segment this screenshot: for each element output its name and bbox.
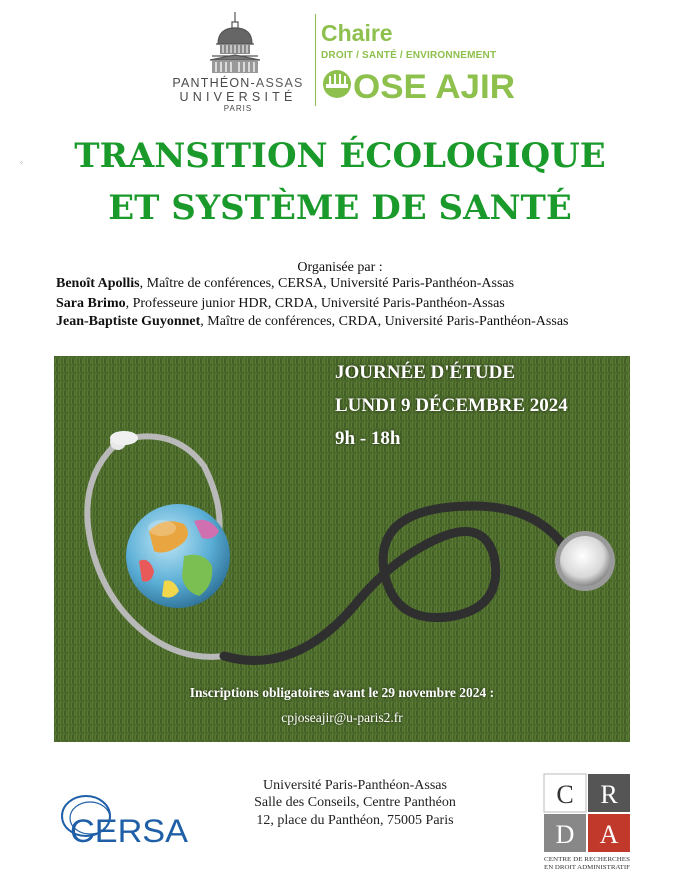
ose-ajir-logo	[321, 62, 521, 104]
organiser-line	[56, 314, 568, 330]
organiser-role: , Maître de conférences, CERSA, Université Paris-Panthéon-Assas	[139, 276, 515, 291]
crda-letter-c: C	[556, 780, 574, 809]
registration-notice: Inscriptions obligatoires avant le 29 novembre 2024 :	[189, 685, 495, 700]
venue-line-1: Université Paris-Panthéon-Assas	[263, 778, 447, 793]
organiser-name: Benoît Apollis	[56, 276, 140, 291]
crda-caption-1: CENTRE DE RECHERCHES	[544, 857, 630, 863]
chaire-subtitle: DROIT / SANTÉ / ENVIRONNEMENT	[321, 50, 497, 61]
cersa-logo	[54, 786, 194, 848]
paris-label: PARIS	[223, 104, 253, 113]
organiser-role: , Maître de conférences, CRDA, Université Paris-Panthéon-Assas	[200, 314, 569, 329]
event-hours: 9h - 18h	[335, 428, 401, 449]
chaire-title: Chaire	[321, 20, 393, 46]
organiser-line	[56, 296, 505, 312]
event-date: LUNDI 9 DÉCEMBRE 2024	[335, 395, 568, 416]
logo-divider	[315, 14, 316, 106]
pantheon-assas-name: PANTHÉON-ASSAS	[172, 76, 304, 90]
cersa-wordmark: CERSA	[70, 813, 189, 848]
crda-caption-2: EN DROIT ADMINISTRATIF	[544, 865, 631, 871]
organiser-line	[56, 276, 514, 292]
sun-icon	[323, 70, 351, 98]
organiser-name: Sara Brimo	[56, 296, 126, 311]
organisers-heading: Organisée par :	[297, 260, 383, 275]
registration-email[interactable]: cpjoseajir@u-paris2.fr	[281, 710, 403, 725]
universite-label: UNIVERSITÉ	[179, 90, 297, 104]
ose-ajir-wordmark: OSE AJIR	[353, 68, 515, 104]
globe-icon	[126, 504, 230, 608]
title-line-1: TRANSITION ÉCOLOGIQUE	[74, 136, 606, 176]
event-type: JOURNÉE D'ÉTUDE	[335, 362, 515, 383]
organiser-name: Jean-Baptiste Guyonnet	[56, 314, 201, 329]
crda-letter-d: D	[555, 820, 575, 849]
venue-line-3: 12, place du Panthéon, 75005 Paris	[256, 813, 454, 828]
organiser-role: , Professeure junior HDR, CRDA, Université Paris-Panthéon-Assas	[125, 296, 505, 311]
crda-letter-a: A	[599, 820, 619, 849]
title-bullet: ◦	[20, 158, 23, 167]
title-line-2: ET SYSTÈME DE SANTÉ	[108, 188, 572, 228]
crda-logo	[540, 772, 636, 872]
venue-line-2: Salle des Conseils, Centre Panthéon	[254, 795, 456, 810]
crda-letter-r: R	[600, 780, 618, 809]
